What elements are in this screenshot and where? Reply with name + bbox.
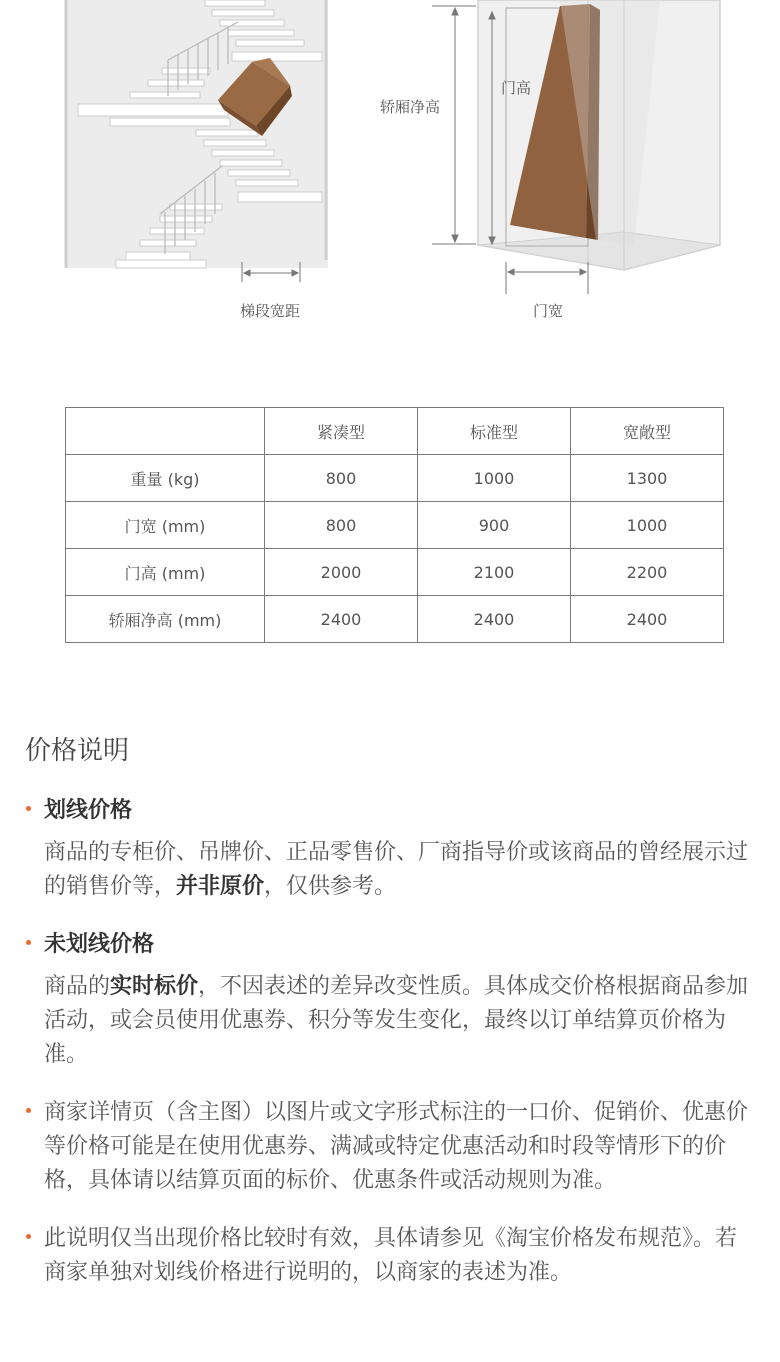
note-body xyxy=(44,970,752,1072)
note-text: 商品的专柜价、吊牌价、正品零售价、厂商指导价或该商品的曾经展示过的销售价等， xyxy=(44,840,749,899)
bullet-dot-icon xyxy=(26,940,31,945)
table-cell: 900 xyxy=(418,502,571,549)
price-section-title: 价格说明 xyxy=(25,736,130,766)
table-cell: 1300 xyxy=(571,455,724,502)
note-emphasis: 并非原价 xyxy=(176,874,265,899)
table-header-compact: 紧凑型 xyxy=(265,408,418,455)
note-text: ，不因表述的差异改变性质。具体成交价格根据商品参加活动，或会员使用优惠券、积分等发生变化，最终以订单结算页价格为准。 xyxy=(44,974,749,1067)
note-title: 未划线价格 xyxy=(44,932,155,957)
table-cell: 1000 xyxy=(571,502,724,549)
table-cell: 2400 xyxy=(265,596,418,643)
table-cell: 1000 xyxy=(418,455,571,502)
table-header-standard: 标准型 xyxy=(418,408,571,455)
table-cell: 2200 xyxy=(571,549,724,596)
elevator-car-illustration xyxy=(432,0,720,294)
bullet-dot-icon xyxy=(26,1234,31,1239)
bullet-dot-icon xyxy=(26,806,31,811)
table-row xyxy=(66,455,724,502)
table-row xyxy=(66,596,724,643)
note-text: 商品的 xyxy=(44,974,111,999)
stair-width-label: 梯段宽距 xyxy=(239,302,301,320)
table-cell: 2000 xyxy=(265,549,418,596)
row-label: 轿厢净高 (mm) xyxy=(66,596,265,643)
note-title: 划线价格 xyxy=(44,798,133,823)
door-width-label: 门宽 xyxy=(532,302,564,320)
note-text: ，仅供参考。 xyxy=(264,874,397,899)
note-body xyxy=(44,836,752,904)
staircase-illustration xyxy=(66,0,328,282)
note-body: 此说明仅当出现价格比较时有效，具体请参见《淘宝价格发布规范》。若商家单独对划线价格进行说明的，以商家的表述为准。 xyxy=(44,1226,738,1285)
table-header-cell xyxy=(66,408,265,455)
row-label: 门高 (mm) xyxy=(66,549,265,596)
note-emphasis: 实时标价 xyxy=(110,974,199,999)
note-non-strikethrough-price xyxy=(22,928,752,1072)
table-cell: 2400 xyxy=(418,596,571,643)
table-cell: 2400 xyxy=(571,596,724,643)
table-row xyxy=(66,502,724,549)
table-cell: 2100 xyxy=(418,549,571,596)
spec-table xyxy=(65,407,724,643)
price-notes xyxy=(22,794,752,1314)
note-validity xyxy=(22,1222,752,1290)
door-height-label: 门高 xyxy=(500,79,532,97)
row-label: 门宽 (mm) xyxy=(66,502,265,549)
table-row xyxy=(66,549,724,596)
note-strikethrough-price xyxy=(22,794,752,904)
bullet-dot-icon xyxy=(26,1108,31,1113)
row-label: 重量 (kg) xyxy=(66,455,265,502)
table-header-row xyxy=(66,408,724,455)
note-detail-page-price xyxy=(22,1096,752,1198)
car-height-label: 轿厢净高 xyxy=(379,98,441,116)
note-body: 商家详情页（含主图）以图片或文字形式标注的一口价、促销价、优惠价等价格可能是在使用优惠券、满减或特定优惠活动和时段等情形下的价格，具体请以结算页面的标价、优惠条件或活动规则为准。 xyxy=(44,1100,749,1193)
table-cell: 800 xyxy=(265,502,418,549)
table-cell: 800 xyxy=(265,455,418,502)
dimension-diagram xyxy=(0,0,780,340)
table-header-spacious: 宽敞型 xyxy=(571,408,724,455)
